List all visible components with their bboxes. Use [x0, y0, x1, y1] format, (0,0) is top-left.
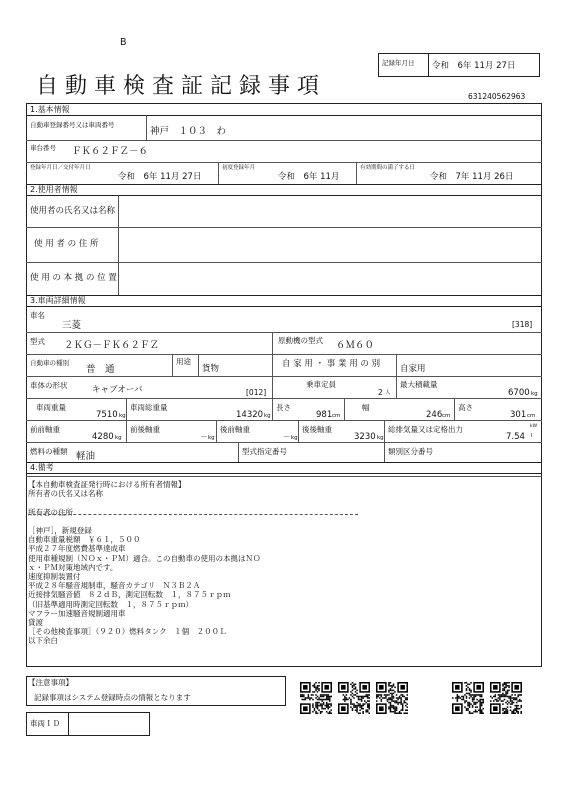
remarks-line: 近接排気騒音値 ８２ｄＢ，測定回転数 １，８７５ｒｐｍ — [28, 590, 231, 600]
engine-value: ６Ｍ６０ — [336, 340, 375, 351]
remarks-line: ［神戸］，新規登録 — [28, 526, 92, 536]
notes-title: 【注意事項】 — [28, 678, 73, 687]
gross-weight-label: 車両総重量 — [130, 403, 168, 412]
capacity-label: 乗車定員 — [306, 380, 336, 389]
displacement-unit-l: l — [531, 433, 533, 439]
height-label: 高さ — [458, 403, 473, 412]
ff-axle-value: 4280 — [92, 432, 114, 442]
expiry-label: 有効期間の満了する日 — [360, 165, 416, 171]
body-code: [012] — [246, 388, 267, 397]
use-value: 貨物 — [202, 364, 220, 374]
make-value: 三菱 — [62, 320, 82, 331]
business-label: 自 家 用 ・ 事 業 用 の 別 — [282, 359, 381, 369]
remarks-line: 貸渡 — [28, 618, 43, 628]
section-user: 2.使用者情報 — [30, 185, 78, 194]
make-label: 車名 — [30, 311, 45, 320]
weight-value: 7510 — [96, 410, 118, 420]
qr-code-3 — [376, 682, 408, 714]
displacement-label: 総排気量又は定格出力 — [388, 425, 463, 434]
qr-code-2 — [338, 682, 370, 714]
model-designation-label: 型式指定番号 — [242, 447, 287, 456]
height-value: 301 — [510, 410, 527, 420]
notes-text: 記録事項はシステム登録時点の情報となります — [34, 693, 191, 702]
fr-axle-value: － — [200, 432, 208, 441]
use-label: 用途 — [176, 357, 191, 366]
remarks-line: 速度抑制装置付 — [28, 572, 81, 582]
section-basic: 1.基本情報 — [30, 105, 70, 114]
capacity-unit: 人 — [385, 390, 391, 396]
length-label: 長さ — [276, 403, 291, 412]
chassis-value: ＦＫ６２ＦＺ－６ — [72, 146, 149, 157]
weight-label: 車両重量 — [36, 403, 66, 412]
reg-number-value: 神戸 １０３ わ — [150, 126, 227, 137]
vehicle-type-label: 自動車の種別 — [30, 359, 69, 367]
vehicle-id-label: 車両ＩＤ — [30, 719, 60, 728]
fuel-value: 軽油 — [76, 451, 96, 462]
doc-number: 631240562963 — [468, 92, 526, 101]
remarks-line: ｘ・ＰＭ対策地域内です。 — [28, 562, 118, 572]
remarks-line: 所有者の氏名又は名称 — [28, 489, 103, 499]
displacement-unit-kw: kW — [530, 424, 538, 429]
remarks-line: 使用車種規制（ＮＯｘ・ＰＭ）適合。この自動車の使用の本拠はＮＯ — [28, 553, 261, 563]
remarks-line: 【本自動車検査証発行時における所有者情報】 — [28, 480, 186, 489]
remarks-line: ［その他検査事項］（９２０）燃料タンク １個 ２００Ｌ — [28, 627, 227, 637]
capacity-value: 2 — [378, 388, 383, 397]
record-date-label: 記録年月日 — [382, 59, 415, 67]
model-label: 型式 — [30, 337, 45, 346]
record-date-value: 令和 6年 11月 27日 — [432, 61, 516, 71]
category-label: 類別区分番号 — [388, 447, 433, 456]
ff-axle-label: 前前軸重 — [30, 425, 60, 434]
vehicle-type-value: 普 通 — [86, 364, 115, 375]
reg-date-value: 令和 6年 11月 27日 — [118, 172, 202, 182]
section-vehicle: 3.車両詳細情報 — [30, 296, 86, 305]
reg-number-label: 自動車登録番号又は車両番号 — [30, 121, 115, 129]
remarks-line: 所有者の住所 — [28, 507, 73, 517]
model-value: ２ＫＧ－ＦＫ６２ＦＺ — [64, 340, 160, 351]
remarks-line: （旧基準適用時測定回転数 １，８７５ｒｐｍ） — [28, 599, 193, 609]
remarks-line — [28, 517, 548, 526]
engine-label: 原動機の型式 — [278, 336, 323, 345]
remarks-line — [28, 498, 548, 507]
gross-weight-value: 14320 — [236, 410, 264, 420]
business-value: 自家用 — [400, 364, 426, 374]
expiry-value: 令和 7年 11月 26日 — [430, 172, 514, 182]
user-address-label: 使 用 者 の 住 所 — [34, 239, 99, 249]
width-label: 幅 — [362, 403, 370, 412]
make-code: [318] — [512, 320, 533, 329]
qr-code-4 — [452, 682, 484, 714]
section-remarks: 4.備考 — [30, 463, 54, 472]
first-reg-label: 初度登録年月 — [222, 165, 256, 171]
fr-axle-label: 前後軸重 — [130, 425, 160, 434]
rr-axle-label: 後後軸重 — [302, 425, 332, 434]
width-value: 246 — [426, 410, 443, 420]
doc-letter: B — [120, 37, 127, 48]
fuel-label: 燃料の種類 — [30, 447, 68, 456]
length-value: 981 — [316, 410, 333, 420]
user-name-label: 使用者の氏名又は名称 — [30, 206, 116, 216]
remarks-line: 自動車重量税額 ￥６１，５００ — [28, 535, 141, 545]
rf-axle-label: 後前軸重 — [220, 425, 250, 434]
remarks-line: 平成２７年度燃費基準達成車 — [28, 544, 126, 554]
first-reg-value: 令和 6年 11月 — [278, 172, 340, 182]
body-value: キャブオーバ — [92, 385, 143, 395]
remarks-text — [28, 480, 548, 646]
remarks-line: 平成２８年騒音規制車，騒音カテゴリ Ｎ３Ｂ２Ａ — [28, 581, 201, 591]
chassis-label: 車台番号 — [30, 144, 56, 152]
remarks-line: 以下余白 — [28, 636, 58, 646]
rr-axle-value: 3230 — [354, 432, 376, 442]
remarks-line: マフラー加速騒音規制適用車 — [28, 608, 126, 618]
document-title: 自動車検査証記録事項 — [36, 74, 327, 99]
body-label: 車体の形状 — [30, 381, 68, 390]
max-load-value: 6700 — [508, 388, 530, 398]
user-base-label: 使 用 の 本 拠 の 位 置 — [30, 273, 117, 283]
reg-date-label: 登録年月日／交付年月日 — [30, 165, 91, 171]
max-load-label: 最大積載量 — [400, 380, 438, 389]
rf-axle-value: － — [283, 432, 291, 441]
qr-code-1 — [300, 682, 332, 714]
displacement-value: 7.54 — [506, 432, 525, 442]
qr-code-5 — [490, 682, 522, 714]
